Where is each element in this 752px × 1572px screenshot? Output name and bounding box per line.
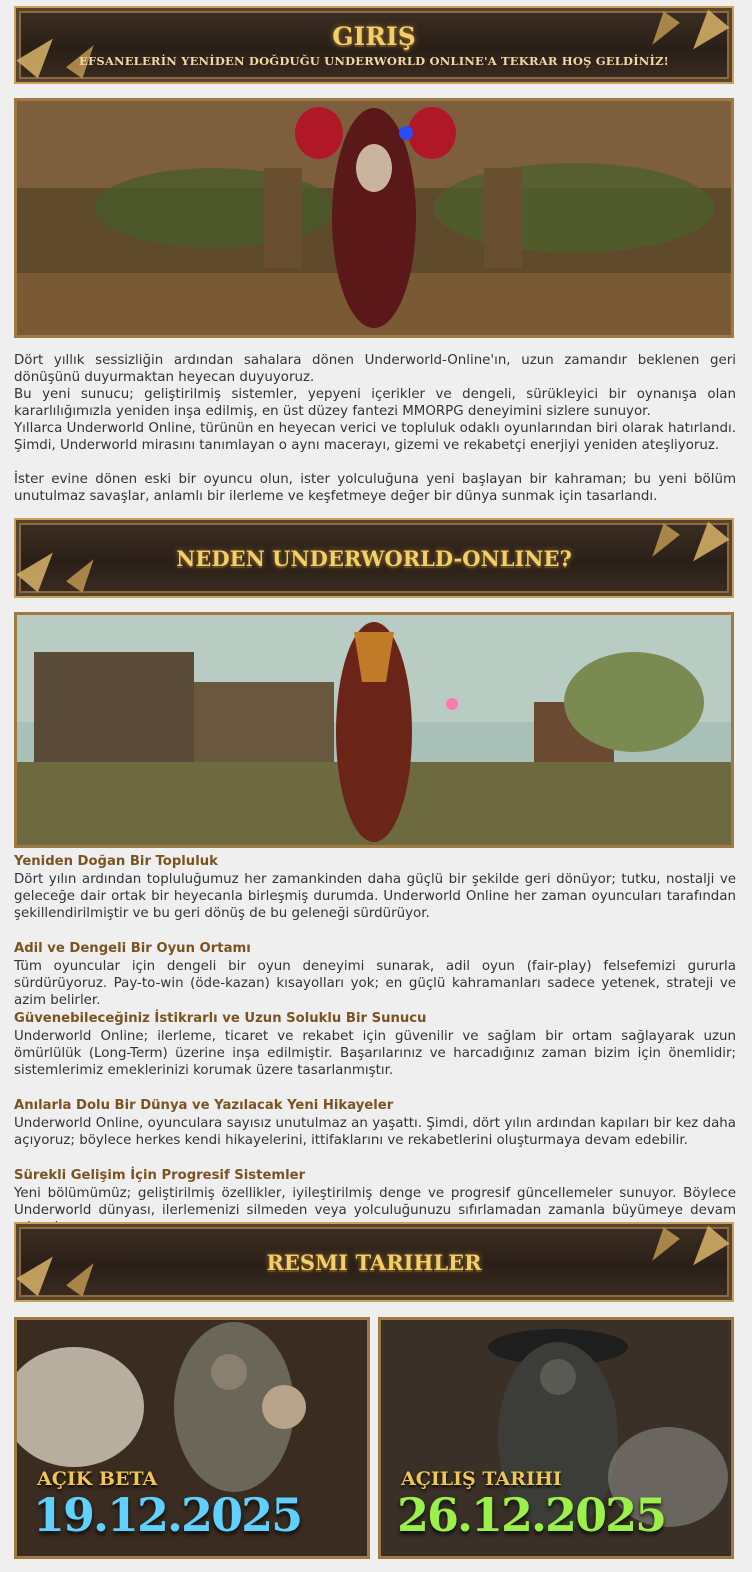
feature-heading: Sürekli Gelişim İçin Progresif Sistemler — [14, 1168, 306, 1183]
feature-text: Yeni bölümümüz; geliştirilmiş özellikler, iyileştirilmiş denge ve progresif güncellemeler sunuyor. Böylece Underworld dünyası, ilerlemenizi silmeden veya yolculuğunuzu sıfırlamadan zamanla büyümeye devam — [14, 1186, 736, 1218]
why-banner — [14, 518, 734, 598]
intro-subtitle: EFSANELERİN YENİDEN DOĞDUĞU UNDERWORLD ONLINE'A TEKRAR HOŞ GELDİNİZ! — [79, 54, 669, 68]
intro-banner — [14, 6, 734, 84]
scene-illustration — [14, 612, 734, 848]
intro-paragraph: Bu yeni sunucu; geliştirilmiş sistemler, yepyeni içerikler ve dengeli, sürükleyici bir oynanışa olan kararlılığımızla yeniden inşa edilmiş, en üst düzey fantezi MMORPG deneyimini sizlere sunuyor. — [14, 387, 736, 419]
feature-heading: Yeniden Doğan Bir Topluluk — [14, 854, 218, 869]
hero-image-warrior — [14, 98, 734, 338]
why-title: NEDEN UNDERWORLD-ONLINE? — [176, 546, 572, 571]
hero-image-dragon-knight — [14, 612, 734, 848]
date-card-launch — [378, 1317, 734, 1559]
dates-banner — [14, 1222, 734, 1302]
intro-paragraph: İster evine dönen eski bir oyuncu olun, ister yolculuğuna yeni başlayan bir kahraman; bu yeni bölüm unutulmaz savaşlar, anlamlı bir ilerleme ve keşfetmeye değer bir dünya sunmak için tasarlandı. — [14, 472, 736, 504]
intro-title: GIRIŞ — [332, 22, 416, 51]
feature-heading: Adil ve Dengeli Bir Oyun Ortamı — [14, 941, 251, 956]
feature-text: Tüm oyuncular için dengeli bir oyun deneyimi sunarak, adil oyun (fair-play) felsefemizi gururla sürdürüyoruz. Pay-to-win (öde-kazan) kısayolları yok; en güçlü kahramanları sadece yetenek, strateji ve azim belirler. — [14, 959, 736, 1008]
date-label: AÇIK BETA — [37, 1468, 158, 1490]
feature-heading: Güvenebileceğiniz İstikrarlı ve Uzun Soluklu Bir Sunucu — [14, 1011, 427, 1026]
intro-text — [14, 352, 736, 505]
dates-title: RESMI TARIHLER — [266, 1250, 482, 1275]
intro-paragraph: Yıllarca Underworld Online, türünün en heyecan verici ve topluluk odaklı oyunlarından biri olarak hatırlandı. Şimdi, Underworld mirasını tanımlayan o aynı macerayı, gizemi ve rekabetçi enerjiyi yeniden ateşliyoruz. — [14, 421, 736, 453]
date-value: 19.12.2025 — [33, 1488, 302, 1542]
date-card-open-beta — [14, 1317, 370, 1559]
scene-illustration — [14, 98, 734, 338]
feature-text: Underworld Online, oyunculara sayısız unutulmaz an yaşattı. Şimdi, dört yılın ardından kapıları bir kez daha açıyoruz; böylece herkes kendi hikayelerini, ittifaklarını ve rekabetlerini oluşturmaya devam edebilir. — [14, 1116, 736, 1148]
date-value: 26.12.2025 — [397, 1488, 666, 1542]
date-label: AÇILIŞ TARIHI — [401, 1468, 562, 1490]
feature-text: Dört yılın ardından topluluğumuz her zamankinden daha güçlü bir şekilde geri dönüyor; tutku, nostalji ve geleceğe dair ortak bir heyecanla birleşmiş durumda. Underworld Online her zaman oyuncuları tarafından şekillendirilmiştir ve bu geri dönüş de bu geleneği sürdürüyor. — [14, 872, 736, 921]
intro-paragraph: Dört yıllık sessizliğin ardından sahalara dönen Underworld-Online'ın, uzun zamandır beklenen geri dönüşünü duyurmaktan heyecan duyuyoruz. — [14, 353, 736, 385]
feature-heading: Anılarla Dolu Bir Dünya ve Yazılacak Yeni Hikayeler — [14, 1098, 394, 1113]
feature-text: Underworld Online; ilerleme, ticaret ve rekabet için güvenilir ve sağlam bir ortam sağlayarak uzun ömürlülük (Long-Term) üzerine inşa edilmiştir. Başarılarınız ve harcadığınız zaman bizim için önemlidir; sistemlerimiz emeklerinizi korumak üzere tasarlanmıştır. — [14, 1029, 736, 1078]
